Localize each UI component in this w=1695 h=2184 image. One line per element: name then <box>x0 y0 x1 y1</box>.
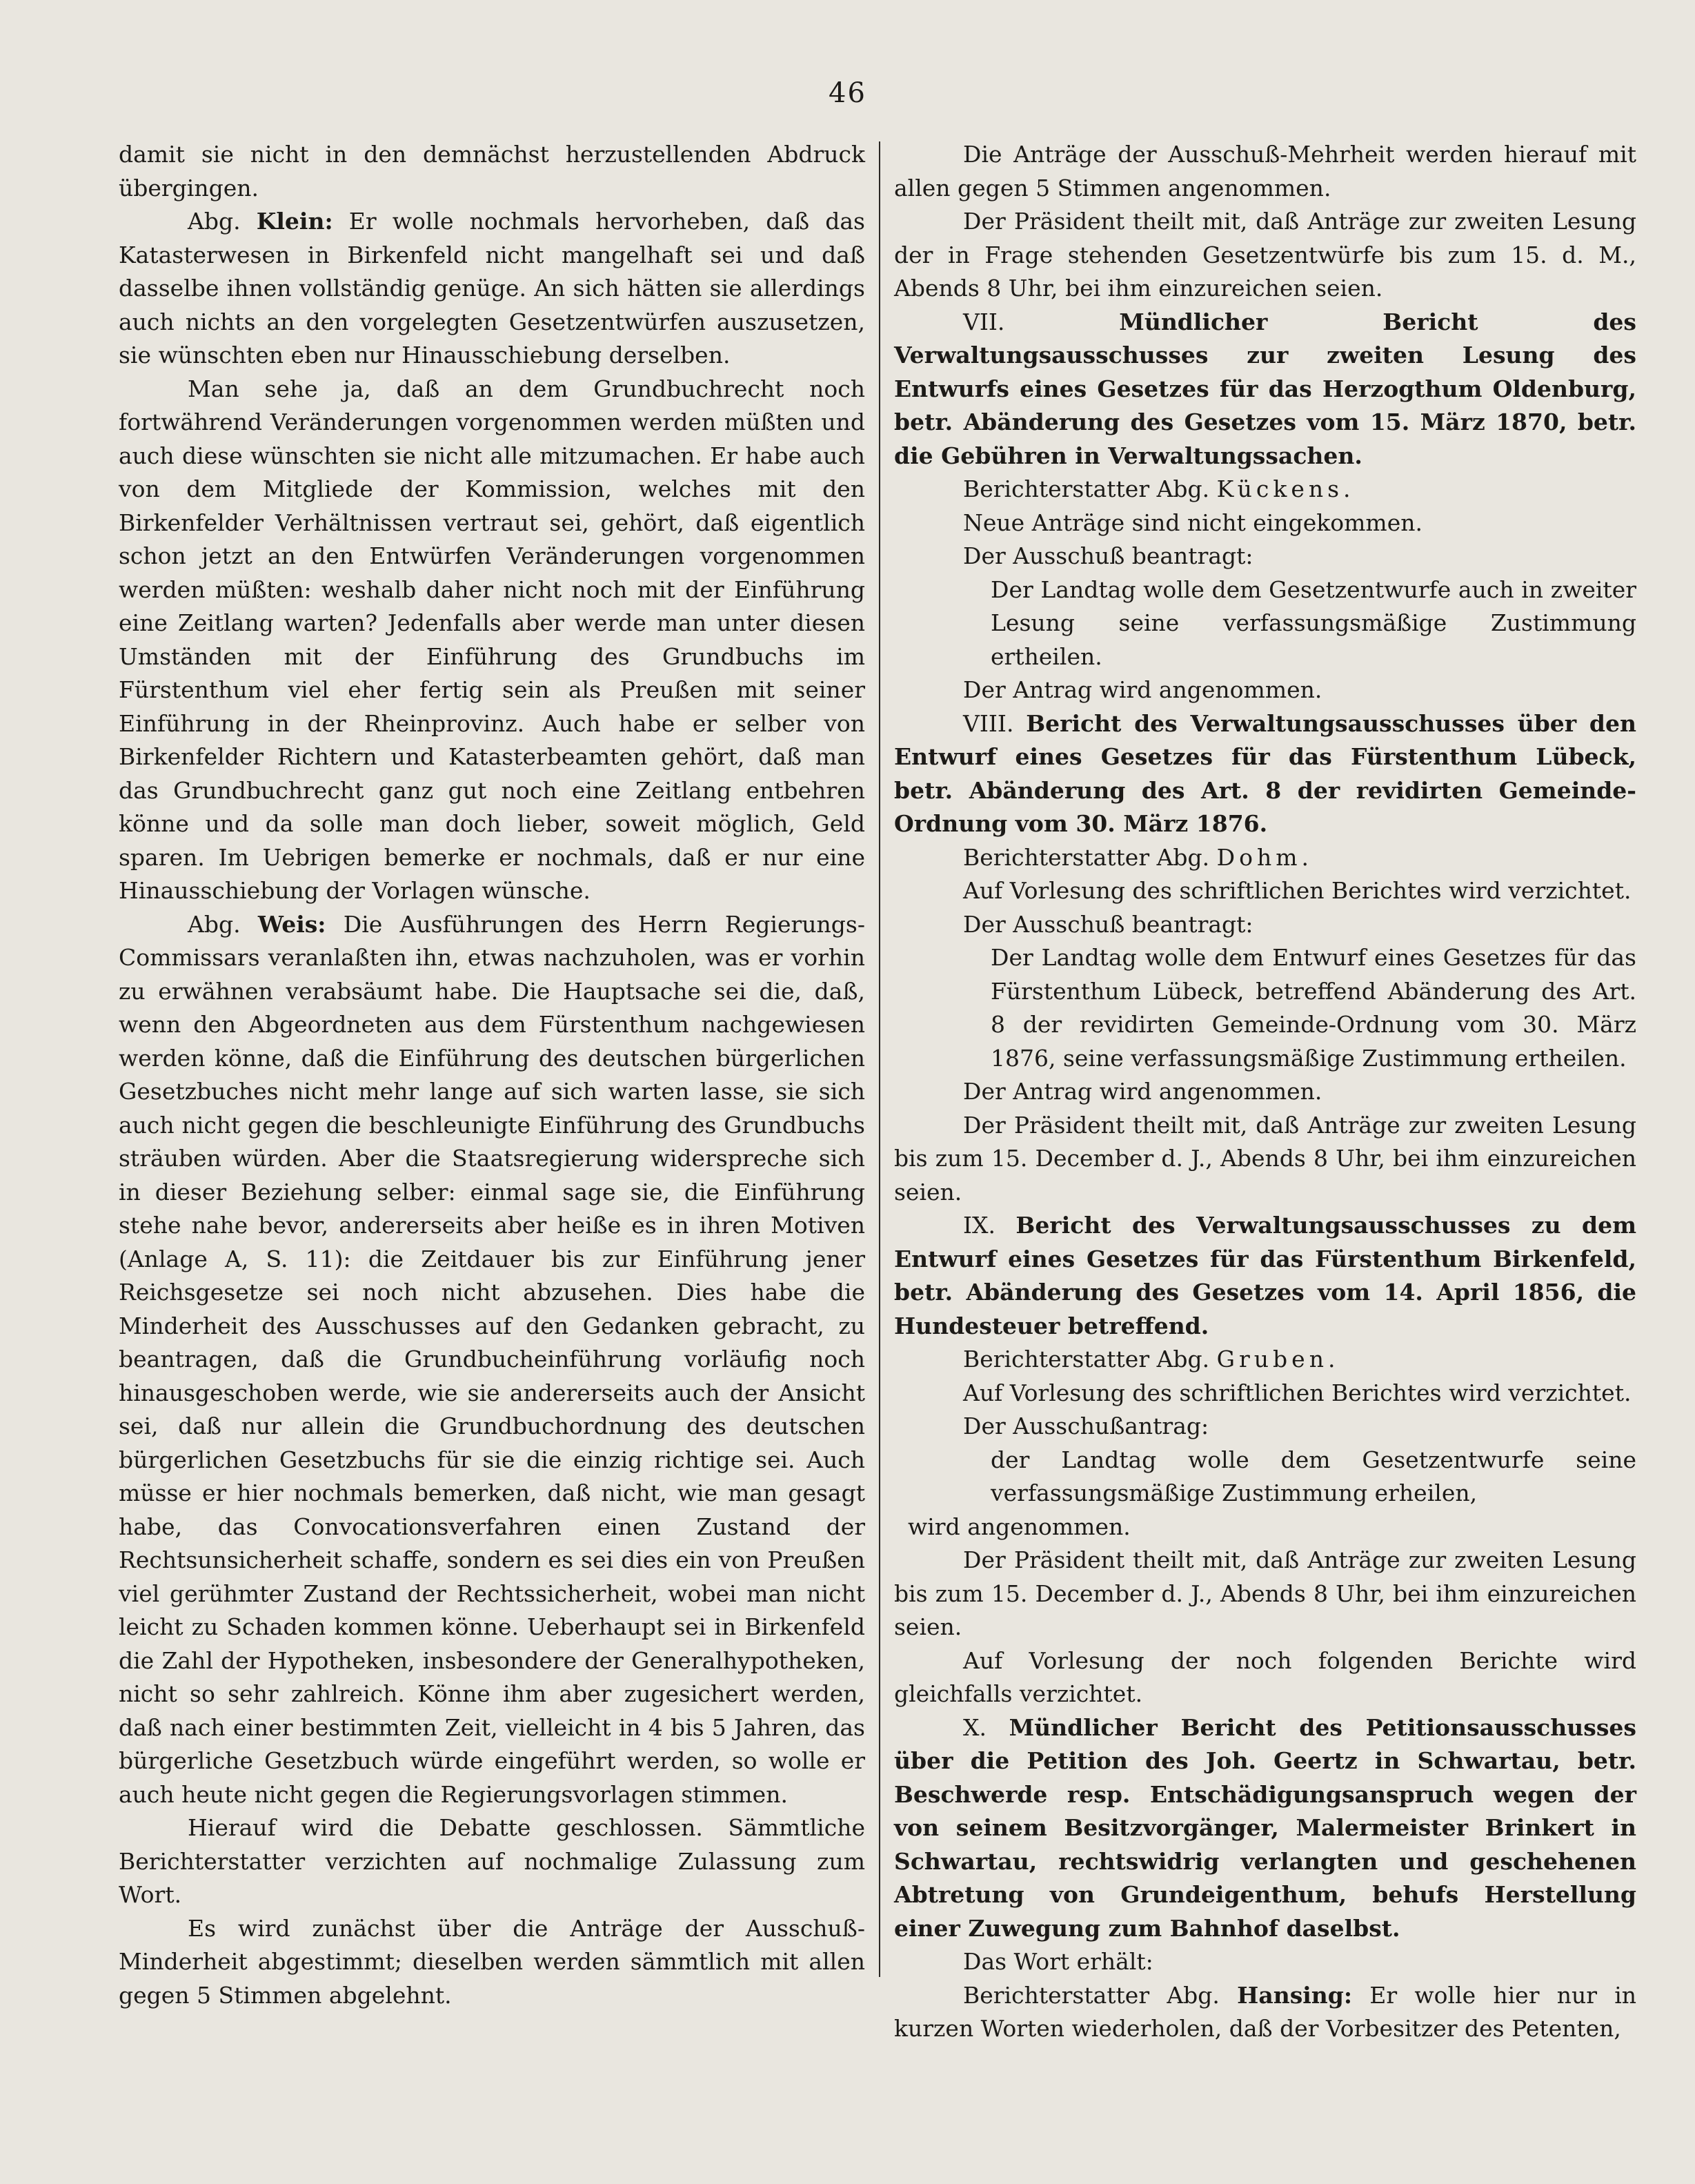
paragraph: Der Ausschußantrag: <box>963 1413 1209 1439</box>
paragraph: Der Antrag wird angenommen. <box>963 676 1322 703</box>
reporter-name: Dohm. <box>1216 843 1314 871</box>
section-heading-x <box>894 1711 1636 1946</box>
speech-klein <box>119 205 865 373</box>
column-divider <box>879 141 880 1977</box>
paragraph: Der Präsident theilt mit, daß Anträge zur zweiten Lesung bis zum 15. December d. J., Abends 8 Uhr, bei ihm einzureichen seien. <box>894 1546 1636 1640</box>
speech-hansing <box>894 1979 1636 2046</box>
section-number: VII. <box>963 308 1005 335</box>
section-heading-viii <box>894 707 1636 841</box>
section-title: Bericht des Verwaltungsausschusses zu dem Entwurf eines Gesetzes für das Fürstenthum Birkenfeld, betr. Abänderung des Gesetzes vom 14. April 1856, die Hundesteuer betreffend. <box>894 1212 1636 1339</box>
motion-text: der Landtag wolle dem Gesetzentwurfe seine verfassungsmäßige Zustimmung erheilen, <box>991 1446 1636 1506</box>
section-number: VIII. <box>963 709 1014 737</box>
paragraph: Hierauf wird die Debatte geschlossen. Sämmtliche Berichterstatter verzichten auf nochmalige Zulassung zum Wort. <box>119 1814 865 1908</box>
section-title: Mündlicher Bericht des Petitionsausschusses über die Petition des Joh. Geertz in Schwartau, betr. Beschwerde resp. Entschädigungsanspruch wegen der von seinem Besitzvorgänger, Malermeister Brinkert in Schwartau, rechtswidrig verlangten und geschehenen Abtretung von Grundeigenthum, behufs Herstellung einer Zuwegung zum Bahnhof daselbst. <box>894 1713 1636 1942</box>
paragraph: Man sehe ja, daß an dem Grundbuchrecht noch fortwährend Veränderungen vorgenommen werden müßten und auch diese wünschten sie nicht alle mitzumachen. Er habe auch von dem Mitgliede der Kommission, welches mit den Birkenfelder Verhältnissen vertraut sei, gehört, daß eigentlich schon jetzt an den Entwürfen Veränderungen vorgenommen werden müßten: weshalb daher nicht noch mit der Einführung eine Zeitlang warten? Jedenfalls aber werde man unter diesen Umständen mit der Einführung des Grundbuchs im Fürstenthum viel eher fertig sein als Preußen mit seiner Einführung in der Rheinprovinz. Auch habe er selber von Birkenfelder Richtern und Katasterbeamten gehört, daß man das Grundbuchrecht ganz gut noch eine Zeitlang entbehren könne und da solle man doch lieber, soweit möglich, Geld sparen. Im Uebrigen bemerke er nochmals, daß er nur eine Hinausschiebung der Vorlagen wünsche. <box>119 375 865 904</box>
paragraph: Auf Vorlesung der noch folgenden Berichte wird gleichfalls verzichtet. <box>894 1646 1636 1707</box>
motion-text: Der Landtag wolle dem Entwurf eines Gesetzes für das Fürstenthum Lübeck, betreffend Abänderung des Art. 8 der revidirten Gemeinde-Ordnung vom 30. März 1876, seine verfassungsmäßige Zustimmung ertheilen. <box>991 944 1636 1072</box>
paragraph: Der Antrag wird angenommen. <box>963 1078 1322 1105</box>
reporter-line <box>894 1343 1636 1377</box>
paragraph: wird angenommen. <box>908 1513 1131 1540</box>
right-column <box>894 138 1636 2046</box>
speaker-prefix: Abg. <box>188 208 241 235</box>
paragraph: Der Ausschuß beantragt: <box>963 542 1253 569</box>
paragraph: Der Präsident theilt mit, daß Anträge zur zweiten Lesung der in Frage stehenden Gesetzentwürfe bis zum 15. d. M., Abends 8 Uhr, bei ihm einzureichen seien. <box>894 208 1636 302</box>
reporter-name: Gruben. <box>1216 1346 1340 1373</box>
reporter-line <box>894 473 1636 506</box>
speaker-name: Weis: <box>257 910 326 938</box>
paragraph: Das Wort erhält: <box>963 1948 1153 1975</box>
page-number: 46 <box>829 77 866 109</box>
paragraph: Die Anträge der Ausschuß-Mehrheit werden hierauf mit allen gegen 5 Stimmen angenommen. <box>894 141 1636 201</box>
reporter-prefix: Berichterstatter Abg. <box>963 475 1210 502</box>
paragraph: Auf Vorlesung des schriftlichen Berichtes wird verzichtet. <box>963 877 1632 904</box>
speaker-prefix: Abg. <box>188 910 241 938</box>
speech-text: Er wolle nochmals hervorheben, daß das Katasterwesen in Birkenfeld nicht mangelhaft sei und daß dasselbe ihnen vollständig genüge. An sich hätten sie allerdings auch nichts an den vorgelegten Gesetzentwürfen auszusetzen, sie wünschten eben nur Hinausschiebung derselben. <box>119 208 865 368</box>
paragraph: Der Präsident theilt mit, daß Anträge zur zweiten Lesung bis zum 15. December d. J., Abends 8 Uhr, bei ihm einzureichen seien. <box>894 1111 1636 1206</box>
speaker-name: Hansing: <box>1237 1981 1353 2009</box>
section-number: IX. <box>963 1212 996 1239</box>
paragraph: Neue Anträge sind nicht eingekommen. <box>963 509 1423 536</box>
section-title: Mündlicher Bericht des Verwaltungsausschusses zur zweiten Lesung des Entwurfs eines Gesetzes für das Herzogthum Oldenburg, betr. Abänderung des Gesetzes vom 15. März 1870, betr. die Gebühren in Verwaltungssachen. <box>894 308 1636 469</box>
paragraph: damit sie nicht in den demnächst herzustellenden Abdruck übergingen. <box>119 141 865 201</box>
reporter-name: Kückens. <box>1216 475 1355 502</box>
left-column <box>119 138 865 2012</box>
motion-text: Der Landtag wolle dem Gesetzentwurfe auch in zweiter Lesung seine verfassungsmäßige Zustimmung ertheilen. <box>991 575 1636 670</box>
reporter-prefix: Berichterstatter Abg. <box>963 843 1210 871</box>
section-heading-vii <box>894 306 1636 473</box>
speaker-name: Klein: <box>256 208 333 235</box>
reporter-prefix: Berichterstatter Abg. <box>963 1981 1220 2009</box>
paragraph: Der Ausschuß beantragt: <box>963 910 1253 938</box>
paragraph: Auf Vorlesung des schriftlichen Berichtes wird verzichtet. <box>963 1379 1632 1406</box>
speech-text: Die Ausführungen des Herrn Regierungs-Commissars veranlaßten ihn, etwas nachzuholen, was er vorhin zu erwähnen verabsäumt habe. Die Hauptsache sei die, daß, wenn den Abgeordneten aus dem Fürstenthum nachgewiesen werden könne, daß die Einführung des deutschen bürgerlichen Gesetzbuches nicht mehr lange auf sich warten lasse, sie sich auch nicht gegen die beschleunigte Einführung des Grundbuchs sträuben würden. Aber die Staatsregierung widerspreche sich in dieser Beziehung selber: einmal sage sie, die Einführung stehe nahe bevor, andererseits aber heiße es in ihren Motiven (Anlage A, S. 11): die Zeitdauer bis zur Einführung jener Reichsgesetze sei noch nicht abzusehen. Dies habe die Minderheit des Ausschusses auf den Gedanken gebracht, zu beantragen, daß die Grundbucheinführung vorläufig noch hinausgeschoben werde, wie sie andererseits auch der Ansicht sei, daß nur allein die Grundbuchordnung des deutschen bürgerlichen Gesetzbuchs für sie die einzig richtige sei. Auch müsse er hier nochmals bemerken, daß nicht, wie man gesagt habe, das Convocationsverfahren einen Zustand der Rechtsunsicherheit schaffe, sondern es sei dies ein von Preußen viel gerühmter Zustand der Rechtssicherheit, wobei man nicht leicht zu Schaden kommen könne. Ueberhaupt sei in Birkenfeld die Zahl der Hypotheken, insbesondere der Generalhypotheken, nicht so sehr zahlreich. Könne ihm aber zugesichert werden, daß nach einer bestimmten Zeit, vielleicht in 4 bis 5 Jahren, das bürgerliche Gesetzbuch würde eingeführt werden, so wolle er auch heute nicht gegen die Regierungsvorlagen stimmen. <box>119 910 865 1808</box>
reporter-prefix: Berichterstatter Abg. <box>963 1346 1210 1373</box>
section-heading-ix <box>894 1209 1636 1343</box>
speech-weis <box>119 908 865 1812</box>
section-title: Bericht des Verwaltungsausschusses über den Entwurf eines Gesetzes für das Fürstenthum Lübeck, betr. Abänderung des Art. 8 der revidirten Gemeinde-Ordnung vom 30. März 1876. <box>894 709 1636 837</box>
reporter-line <box>894 841 1636 875</box>
section-number: X. <box>963 1713 987 1741</box>
speech-text: Er wolle hier nur in kurzen Worten wiederholen, daß der Vorbesitzer des Petenten, <box>894 1981 1637 2042</box>
paragraph: Es wird zunächst über die Anträge der Ausschuß-Minderheit abgestimmt; dieselben werden sämmtlich mit allen gegen 5 Stimmen abgelehnt. <box>119 1914 865 2009</box>
